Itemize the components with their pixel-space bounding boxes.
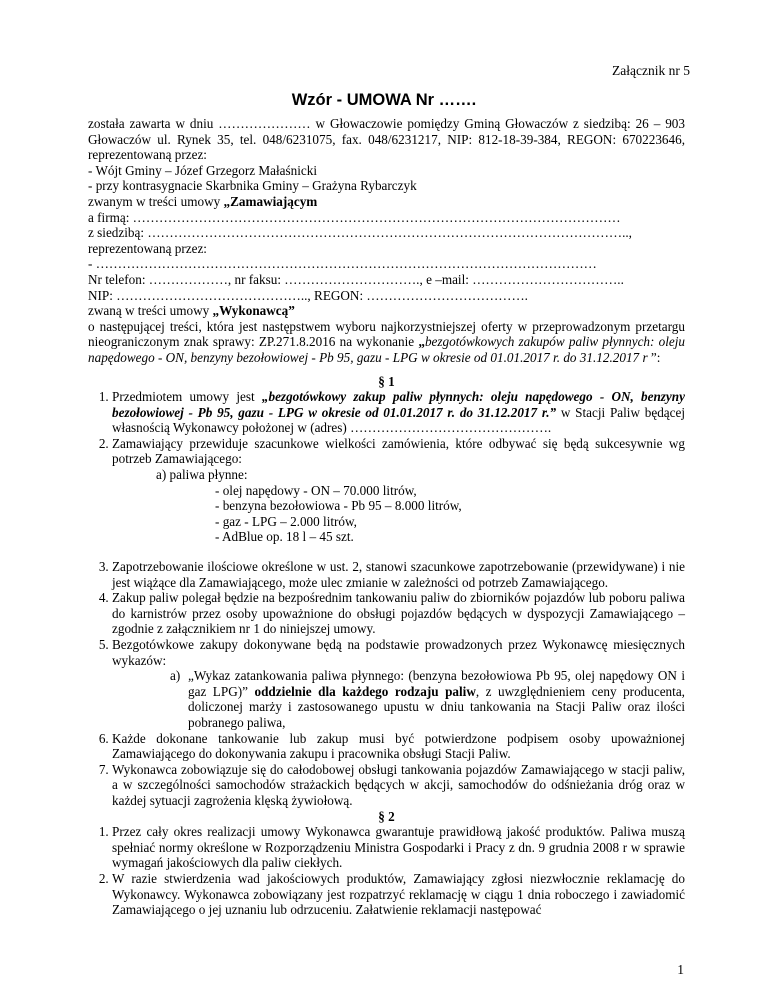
document-title: Wzór - UMOWA Nr ……. <box>291 91 477 109</box>
intro-contacts: Nr telefon: ………………, nr faksu: …………………………., e –mail: …………………………….. <box>88 271 624 287</box>
annex-label: Załącznik nr 5 <box>612 63 690 78</box>
intro-represented: reprezentowaną przez: <box>88 240 207 256</box>
statement-item: a) „Wykaz zatankowania paliwa płynnego: (benzyna bezołowiowa Pb 95, olej napędowy ON i gaz LPG)” oddzielnie dla każdego rodzaju paliw, z uwzględnieniem ceny producenta, doliczonej marży i zastosowanego upustu w dniu tankowania na Stacji Paliw oraz ilości pobranego paliwa, <box>170 668 685 730</box>
section-1-item-5: 5. Bezgotówkowe zakupy dokonywane będą na podstawie prowadzonych przez Wykonawcę miesięcznych wykazów: a) „Wykaz zatankowania paliwa płynnego: (benzyna bezołowiowa Pb 95, olej napędowy ON i gaz LPG)” oddzielnie dla każdego rodzaju paliw, z uwzględnieniem ceny producenta, doliczonej marży i zastosowanego upustu w dniu tankowania na Stacji Paliw oraz ilości pobranego paliwa, <box>112 637 685 731</box>
fuel-lpg: - gaz - LPG – 2.000 litrów, <box>215 513 357 529</box>
section-2-item-1: 1. Przez cały okres realizacji umowy Wykonawca gwarantuje prawidłową jakość produktów. Paliwa muszą spełniać normy określone w Rozporządzeniu Ministra Gospodarki i Pracy z dn. 9 grudnia 2008 r w sprawie wymagań jakościowych dla paliw ciekłych. <box>112 824 685 871</box>
section-1-heading: § 1 <box>378 373 395 389</box>
intro-seat: z siedzibą: ……………………………………………………………………………………………….., <box>88 225 632 241</box>
intro-treasurer: - przy kontrasygnacie Skarbnika Gminy – Grażyna Rybarczyk <box>88 178 417 194</box>
fuel-diesel: - olej napędowy - ON – 70.000 litrów, <box>215 482 417 498</box>
intro-contractor: zwaną w treści umowy „Wykonawcą” <box>88 303 295 319</box>
fuel-adblue: - AdBlue op. 18 l – 45 szt. <box>215 529 354 545</box>
intro-representative: - …………………………………………………………………………………………………… <box>88 256 597 272</box>
page-number: 1 <box>677 962 684 977</box>
section-1-item-3: 3. Zapotrzebowanie ilościowe określone w ust. 2, stanowi szacunkowe zapotrzebowanie (przewidywane) i nie jest wiążące dla Zamawiającego, może ulec zmianie w zależności od potrzeb Zamawiającego. <box>112 559 685 590</box>
section-2-item-2: 2. W razie stwierdzenia wad jakościowych produktów, Zamawiający zgłosi niezwłocznie reklamację do Wykonawcy. Wykonawca zobowiązany jest rozpatrzyć reklamację w ciągu 1 dnia roboczego i zawiadomić Zamawiającego o jej uznaniu lub odrzuceniu. Załatwienie reklamacji następować <box>112 871 685 918</box>
section-1-item-2: 2. Zamawiający przewiduje szacunkowe wielkości zamówienia, które odbywać się będą sukcesywnie wg potrzeb Zamawiającego: a) paliwa płynne: - olej napędowy - ON – 70.000 litrów, - benzyna bezołowiowa - Pb 95 – 8.000 litrów, - gaz - LPG – 2.000 litrów, - AdBlue op. 18 l – 45 szt. <box>112 436 685 559</box>
section-2-list <box>88 824 685 918</box>
intro-mayor: - Wójt Gminy – Józef Grzegorz Małaśnicki <box>88 162 318 178</box>
document-body <box>88 116 685 918</box>
fuel-category: a) paliwa płynne: <box>156 467 248 483</box>
intro-parties: została zawarta w dniu ………………… w Głowaczowie pomiędzy Gminą Głowaczów z siedzibą: 26 – 903 Głowaczów ul. Rynek 35, tel. 048/6231075, fax. 048/6231217, NIP: 812-18-39-384, REGON: 670223646, reprezentowaną przez: <box>88 116 685 163</box>
intro-company: a firmą: ………………………………………………………………………………………………… <box>88 209 621 225</box>
section-1-item-7: 7. Wykonawca zobowiązuje się do całodobowej obsługi tankowania pojazdów Zamawiającego w stacji paliw, a w szczególności samochodów strażackich będących w akcji, samochodów do odśnieżania dróg oraz w każdej sytuacji zagrożenia klęską żywiołową. <box>112 762 685 809</box>
section-1-item-4: 4. Zakup paliw polegał będzie na bezpośrednim tankowaniu paliw do zbiorników pojazdów lub poboru paliwa do karnistrów przez osoby upoważnione do obsługi pojazdów będących w dyspozycji Zamawiającego – zgodnie z załącznikiem nr 1 do niniejszej umowy. <box>112 590 685 637</box>
intro-subject: o następującej treści, która jest następstwem wyboru najkorzystniejszej oferty w przeprowadzonym przetargu nieograniczonym znak sprawy: ZP.271.8.2016 na wykonanie „bezgotówkowych zakupów paliw płynnych: oleju napędowego - ON, benzyny bezołowiowej - Pb 95, gazu - LPG w okresie od 01.01.2017 r. do 31.12.2017 r ”: <box>88 318 685 365</box>
section-1-list <box>88 389 685 808</box>
intro-ids: NIP: …………………………………….., REGON: ………………………………. <box>88 287 528 303</box>
fuel-petrol: - benzyna bezołowiowa - Pb 95 – 8.000 litrów, <box>215 498 462 514</box>
section-2-heading: § 2 <box>378 808 395 824</box>
section-1-item-6: 6. Każde dokonane tankowanie lub zakup musi być potwierdzone podpisem osoby upoważnionej Zamawiającego do dokonywania zakupu i pracownika obsługi Stacji Paliw. <box>112 731 685 762</box>
intro-ordering-party: zwanym w treści umowy „Zamawiającym <box>88 193 318 209</box>
section-1-item-1: 1. Przedmiotem umowy jest „bezgotówkowy zakup paliw płynnych: oleju napędowego - ON, benzyny bezołowiowej - Pb 95, gazu - LPG w okresie od 01.01.2017 r. do 31.12.2017 r.” w Stacji Paliw będącej własnością Wykonawcy położonej w (adres) ………………………………………. <box>112 389 685 436</box>
